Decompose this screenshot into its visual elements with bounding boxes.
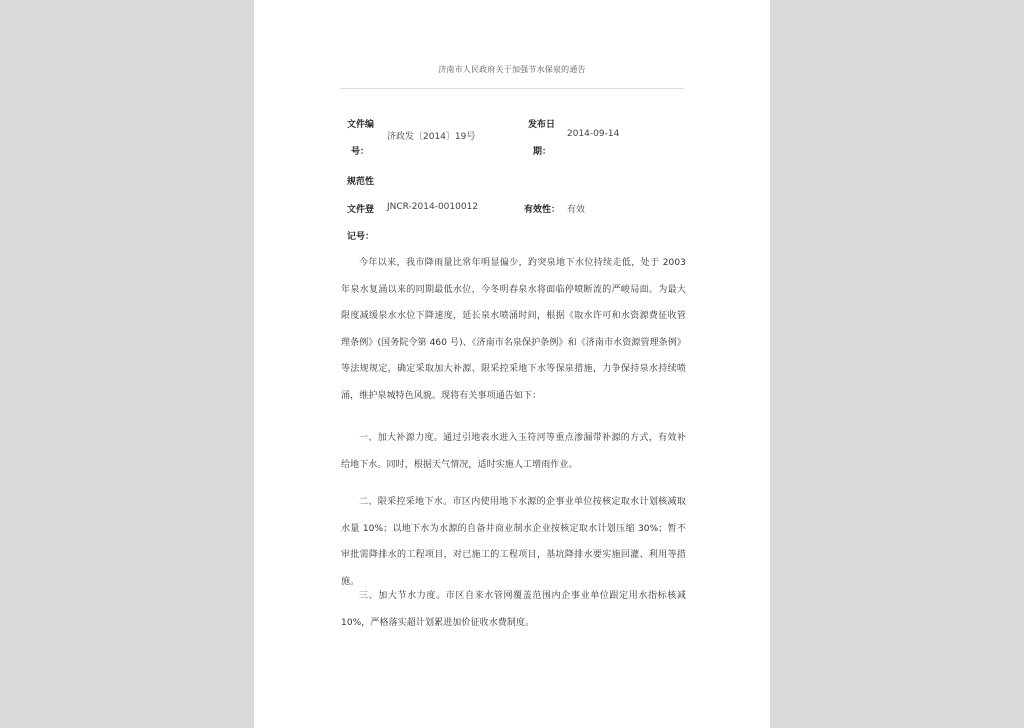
registration-label-line2: 文件登	[347, 205, 375, 215]
doc-number-label-line1: 文件编	[347, 120, 375, 130]
header-divider	[340, 88, 684, 89]
page-header-title: 济南市人民政府关于加强节水保泉的通告	[438, 65, 586, 74]
publish-date-label-line2: 期：	[533, 147, 552, 157]
doc-number-label-line2: 号：	[351, 147, 370, 157]
publish-date-value: 2014-09-14	[567, 129, 620, 139]
registration-label-line1: 规范性	[347, 177, 375, 187]
paragraph-intro: 今年以来，我市降雨量比常年明显偏少，趵突泉地下水位持续走低，处于 2003 年泉水复涌以来的同期最低水位，今冬明春泉水将面临停喷断流的严峻局面。为最大限度减缓泉水水位下降速度，延长泉水喷涌时间，根据《取水许可和水资源费征收管理条例》(国务院令第 460 号)、《济南市名泉保护条例》和《济南市水资源管理条例》等法规规定，确定采取加大补源、限采控采地下水等保泉措施，力争保持泉水持续喷涌，维护泉城特色风貌。现将有关事项通告如下：	[341, 258, 686, 401]
doc-number-value: 济政发〔2014〕19号	[387, 132, 476, 142]
registration-number-value: JNCR-2014-0010012	[387, 202, 479, 212]
registration-label-line3: 记号：	[347, 232, 375, 242]
validity-value: 有效	[567, 205, 586, 215]
paragraph-item-2: 二、限采控采地下水。市区内使用地下水源的企事业单位按核定取水计划核减取水量 10%；以地下水为水源的自备井商业制水企业按核定取水计划压缩 30%；暂不审批需降排水的工程项目，对已施工的工程项目，基坑降排水要实施回灌、利用等措施。	[341, 497, 686, 587]
validity-label: 有效性：	[524, 205, 561, 215]
document-page	[254, 0, 770, 728]
paragraph-item-3: 三、加大节水力度。市区自来水管网覆盖范围内企事业单位跟定用水指标核减 10%，严格落实超计划累进加价征收水费制度。	[341, 591, 686, 628]
publish-date-label-line1: 发布日	[528, 120, 556, 130]
paragraph-item-1: 一、加大补源力度。通过引地表水进入玉符河等重点渗漏带补源的方式，有效补给地下水。同时，根据天气情况，适时实施人工增雨作业。	[341, 433, 686, 470]
